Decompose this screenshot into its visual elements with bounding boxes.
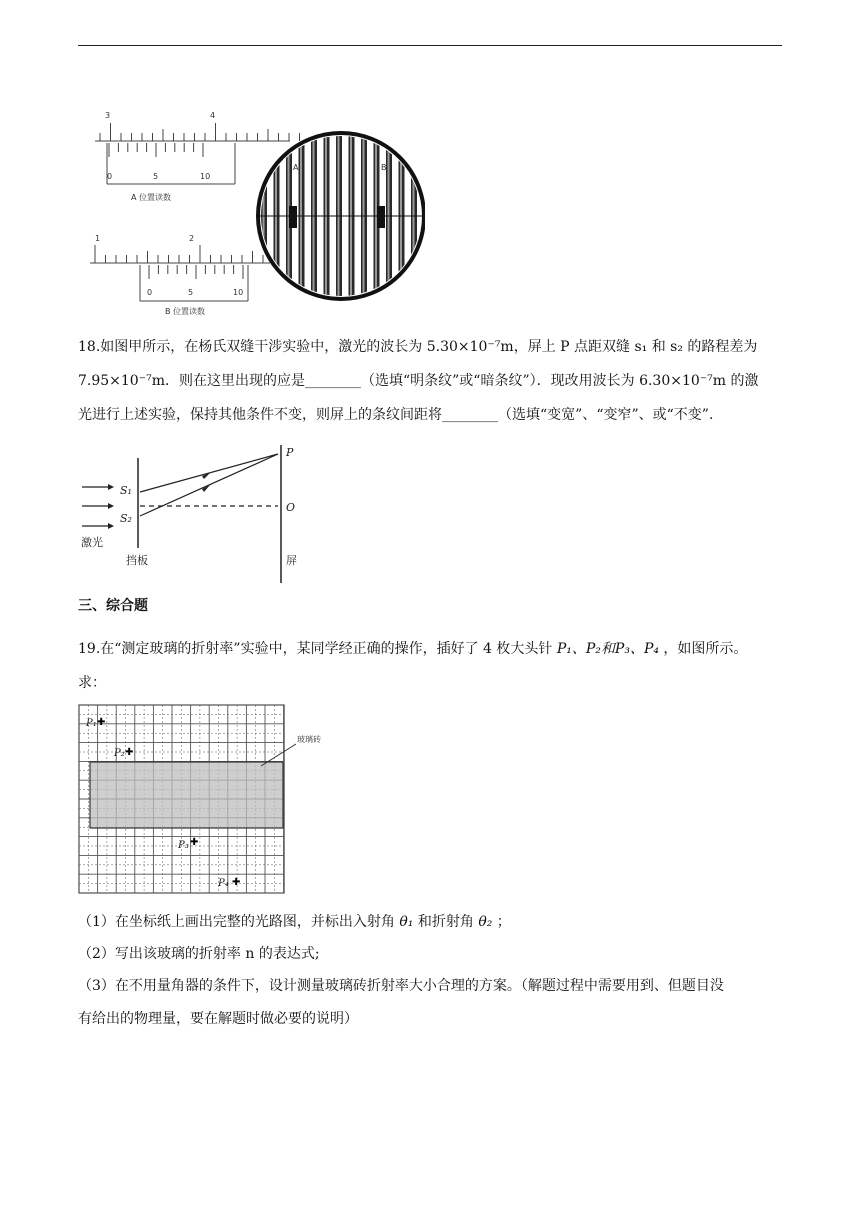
label-p: P [286, 446, 294, 459]
vernier-b-scale-label-10: 10 [233, 288, 244, 297]
ray-s1 [140, 454, 278, 492]
q18-line3: 光进行上述实验，保持其他条件不变，则屏上的条纹间距将________（选填“变宽”、“变窄”、或“不变”. [78, 407, 714, 423]
q19-line1 [78, 633, 784, 665]
header-rule [78, 45, 782, 46]
glass-brick [90, 762, 283, 828]
vernier-a-scale-label-0: 0 [107, 172, 113, 181]
q19-line2: 求： [78, 675, 106, 691]
label-laser: 激光 [81, 536, 103, 549]
fringe-label-a: A [293, 163, 299, 172]
label-p3: P₃ [178, 840, 189, 851]
q19-line1-a: 19.在“测定玻璃的折射率”实验中，某同学经正确的操作，插好了 4 枚大头针 [78, 641, 557, 657]
vernier-fringe-figure [85, 108, 425, 323]
vernier-a-caption: A 位置读数 [131, 193, 172, 202]
label-screen: 屏 [286, 554, 297, 567]
vernier-a-main-label-4: 4 [210, 111, 216, 120]
q19-sub1-a: （1）在坐标纸上画出完整的光路图，并标出入射角 [78, 914, 400, 930]
vernier-b-scale-label-5: 5 [188, 288, 194, 297]
crosshair-marker-a [289, 206, 297, 228]
label-baffle: 挡板 [126, 554, 148, 567]
label-s1: S₁ [120, 484, 132, 497]
section-3-title: 三、综合题 [78, 598, 148, 614]
vernier-b-vernier-scale [140, 265, 248, 316]
q19-sub1-b: 和折射角 [413, 914, 479, 930]
q19-sub3-line2: 有给出的物理量，要在解题时做必要的说明） [78, 1011, 358, 1027]
label-p4: P₄ [218, 878, 229, 889]
vernier-b-scale-label-0: 0 [147, 288, 153, 297]
vernier-b-main-label-2: 2 [189, 234, 195, 243]
label-o: O [286, 501, 296, 514]
theta1: θ₁ [399, 914, 414, 930]
label-p1: P₁ [86, 718, 97, 729]
vernier-a-scale-label-5: 5 [153, 172, 159, 181]
vernier-a-scale-label-10: 10 [200, 172, 211, 181]
vernier-a-vernier-scale [107, 143, 235, 202]
fringe-view [258, 128, 425, 308]
vernier-a-main-label-3: 3 [105, 111, 111, 120]
vernier-b-main-scale [90, 234, 274, 263]
pin-p1: ✚ [97, 717, 106, 728]
glass-brick-grid-figure [78, 704, 348, 896]
vernier-b-caption: B 位置读数 [165, 307, 206, 316]
label-s2: S₂ [120, 512, 132, 525]
q18-line2: 7.95×10⁻⁷m．则在这里出现的应是________（选填“明条纹”或“暗条纹”）．现改用波长为 6.30×10⁻⁷m 的激 [78, 373, 759, 389]
fringe-label-b: B [381, 163, 387, 172]
vernier-b-main-label-1: 1 [95, 234, 101, 243]
q19-pins: P₁、P₂和P₃、P₄ [556, 641, 659, 657]
q19-line1-b: ，如图所示。 [658, 641, 748, 657]
ray-s2 [140, 454, 278, 516]
crosshair-marker-b [377, 206, 385, 228]
label-glass: 玻璃砖 [297, 735, 321, 744]
pin-p2: ✚ [125, 747, 134, 758]
q19-sub1-c: ； [492, 914, 511, 930]
q19-sub1 [78, 906, 784, 938]
vernier-a-main-scale [95, 111, 300, 141]
label-p2: P₂ [114, 748, 125, 759]
theta2: θ₂ [478, 914, 493, 930]
q19-sub2: （2）写出该玻璃的折射率 n 的表达式; [78, 946, 320, 962]
double-slit-figure [78, 440, 308, 588]
q19-sub3-line1: （3）在不用量角器的条件下，设计测量玻璃砖折射率大小合理的方案。（解题过程中需要用到、但题目没 [78, 978, 724, 994]
pin-p3: ✚ [190, 837, 199, 848]
q18-line1: 18.如图甲所示，在杨氏双缝干涉实验中，激光的波长为 5.30×10⁻⁷m，屏上 P 点距双缝 s₁ 和 s₂ 的路程差为 [78, 339, 758, 355]
pin-p4: ✚ [232, 877, 241, 888]
